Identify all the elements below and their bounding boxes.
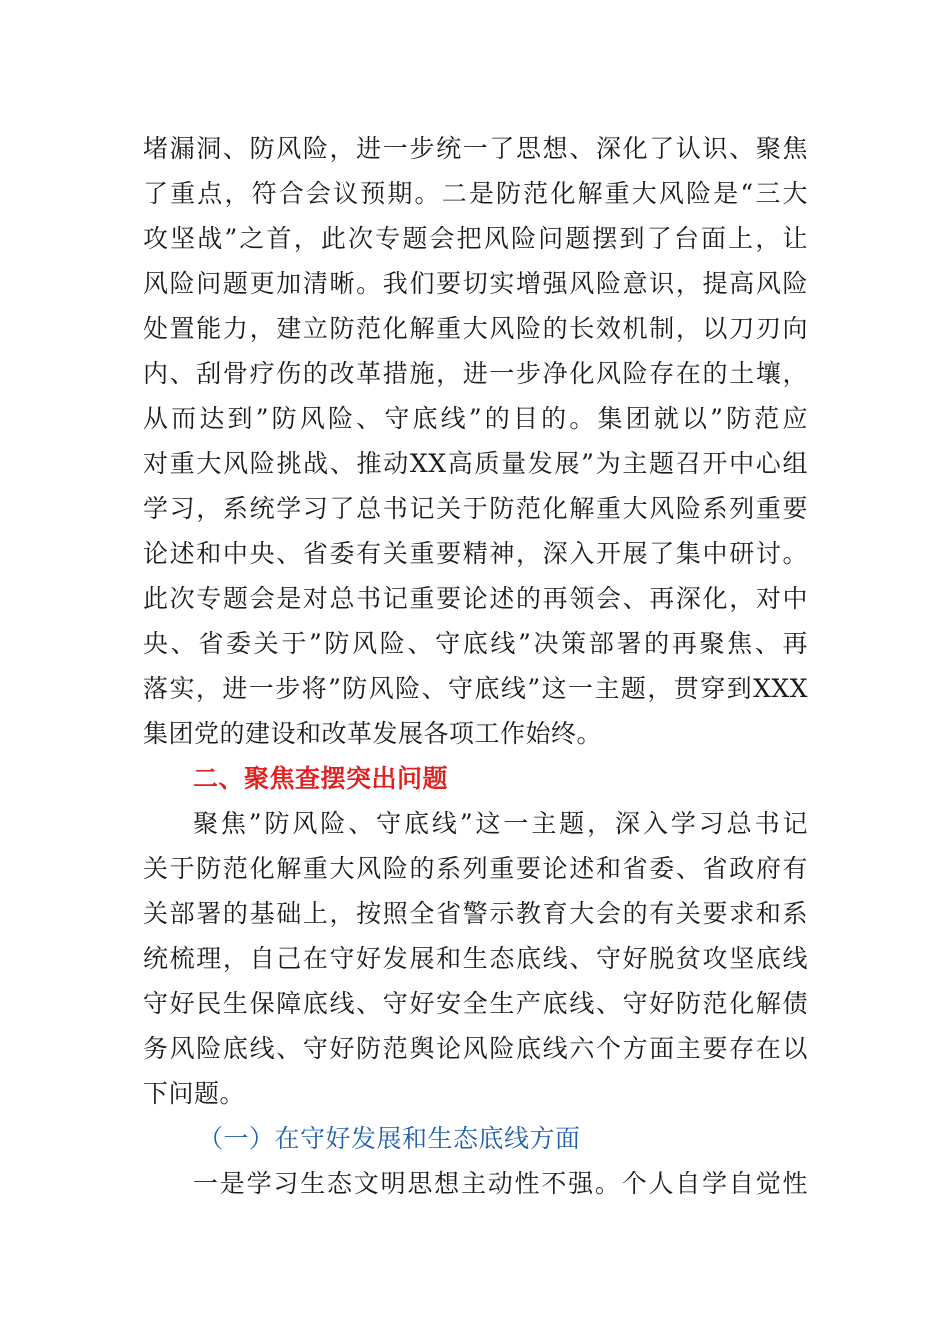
body-line: 处置能力，建立防范化解重大风险的长效机制，以刀刃向 [143,314,808,343]
body-line: 聚焦”防风险、守底线”这一主题，深入学习总书记 [193,809,808,838]
body-line: 央、省委关于”防风险、守底线”决策部署的再聚焦、再 [143,629,808,658]
body-line: 论述和中央、省委有关重要精神，深入开展了集中研讨。 [143,539,808,568]
body-line: 一是学习生态文明思想主动性不强。个人自学自觉性 [193,1169,808,1198]
body-line: 从而达到”防风险、守底线”的目的。集团就以”防范应 [143,404,808,433]
body-line: 对重大风险挑战、推动XX高质量发展”为主题召开中心组 [143,449,808,478]
body-line: 了重点，符合会议预期。二是防范化解重大风险是“三大 [143,179,808,208]
body-line: 集团党的建设和改革发展各项工作始终。 [143,719,603,748]
section-heading: 二、聚焦查摆突出问题 [193,764,449,793]
body-line: 统梳理，自己在守好发展和生态底线、守好脱贫攻坚底线 [143,944,808,973]
subsection-heading: （一）在守好发展和生态底线方面 [198,1124,581,1153]
body-line: 学习，系统学习了总书记关于防范化解重大风险系列重要 [143,494,808,523]
body-line: 风险问题更加清晰。我们要切实增强风险意识，提高风险 [143,269,808,298]
body-line: 此次专题会是对总书记重要论述的再领会、再深化，对中 [143,584,808,613]
body-line: 关于防范化解重大风险的系列重要论述和省委、省政府有 [143,854,808,883]
body-line: 攻坚战”之首，此次专题会把风险问题摆到了台面上，让 [143,224,808,253]
body-line: 堵漏洞、防风险，进一步统一了思想、深化了认识、聚焦 [143,134,808,163]
body-line: 内、刮骨疗伤的改革措施，进一步净化风险存在的土壤， [143,359,808,388]
body-line: 务风险底线、守好防范舆论风险底线六个方面主要存在以 [143,1034,808,1063]
body-line: 守好民生保障底线、守好安全生产底线、守好防范化解债 [143,989,808,1018]
body-line: 下问题。 [143,1079,246,1108]
document-body [143,126,808,1206]
body-line: 落实，进一步将”防风险、守底线”这一主题，贯穿到XXX [143,674,808,703]
body-line: 关部署的基础上，按照全省警示教育大会的有关要求和系 [143,899,808,928]
